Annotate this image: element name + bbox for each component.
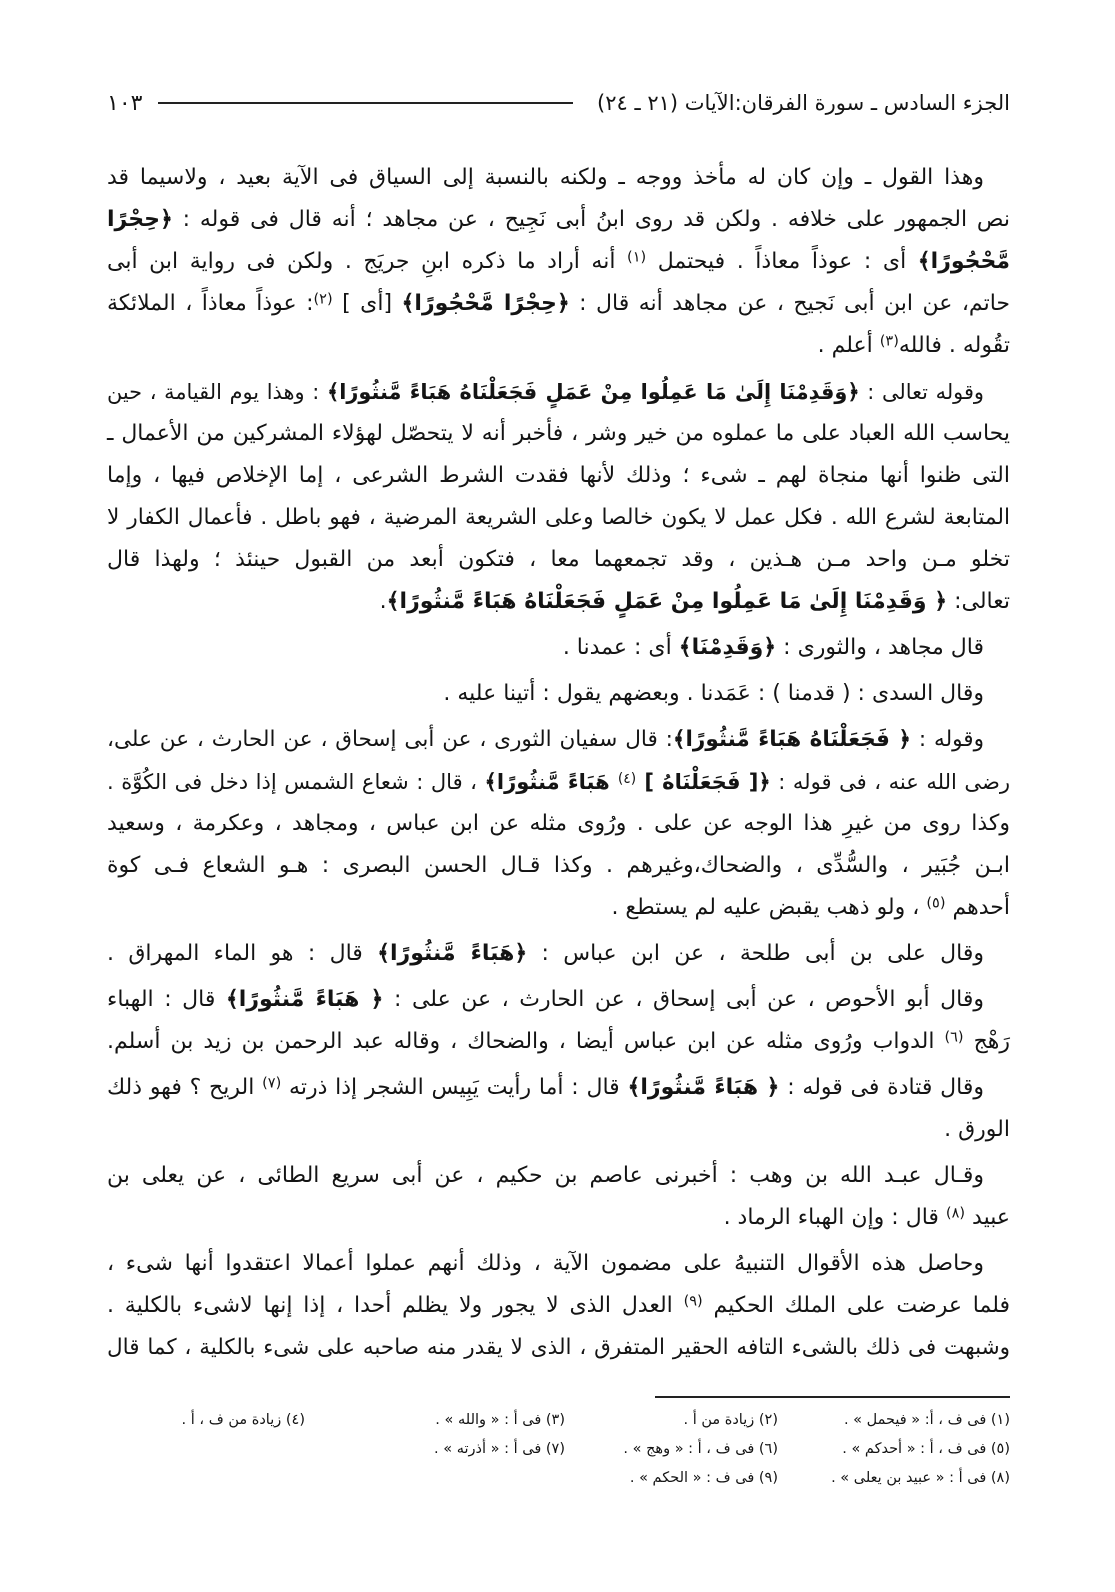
text-line [107,1197,1010,1239]
line-content [107,727,984,752]
quran-verse [387,589,947,614]
text-line [107,455,1010,497]
text-line [107,199,1010,241]
quran-verse [673,727,911,752]
text-run: ابـن جُبَير ، والسُّدِّى ، والضحاك،وغيرهم . وكذا قـال الحسن البصرى : هـو الشعاع فـى كوة [107,853,1010,878]
footnote-marker: (١) [627,249,647,266]
line-content [611,895,1010,920]
text-run: ﴿[ فَجَعَلْنَاهُ ] [636,769,771,794]
footnote: (١) فى ف ، أ: « فيحمل » . [843,1412,1010,1428]
text-run: الريح ؟ فهو ذلك [107,1075,263,1100]
footnote: (٣) فى أ : « والله » . [435,1412,565,1428]
footnote-separator [655,1396,1010,1398]
text-line [107,719,1010,761]
text-line [107,497,1010,539]
paragraph [107,627,1010,669]
text-run: رَهْج [963,1029,1010,1054]
line-content [107,165,984,190]
text-line [107,1243,1010,1285]
line-content [724,1205,1010,1230]
text-run: وقال أبو الأحوص ، عن أبى إسحاق ، عن الحارث ، عن على : [383,987,984,1012]
paragraph [107,719,1010,929]
text-line [107,1327,1010,1369]
text-run: أنه أراد ما ذكره ابنِ جريَج . ولكن فى رواية ابن أبى [107,249,628,274]
text-line [107,581,1010,623]
quran-verse [485,769,771,794]
text-run: ﴿ هَبَاءً مَّنثُورًا﴾ [627,1075,780,1100]
text-run: ﴿هَبَاءً مَّنثُورًا﴾ [377,941,528,966]
text-run: . [379,589,387,614]
text-run: وقال السدى : ( قدمنا ) : عَمَدنا . وبعضهم يقول : أتينا عليه . [443,681,984,706]
text-run: وشبهت فى ذلك بالشىء التافه الحقير المتفرق ، الذى لا يقدر منه صاحبه على شىء بالكلية ، كما قال [107,1335,1010,1360]
footnote-marker: (٥) [926,895,946,912]
quran-verse [918,249,1010,274]
line-content [107,249,1010,274]
line-content [107,1335,1010,1360]
text-run: ﴿وَقَدِمْنَا﴾ [678,635,777,660]
footnote-row [107,1464,1010,1493]
running-header [107,80,1010,126]
text-line [107,283,1010,325]
quran-verse [377,941,527,966]
text-run: قال : وإن الهباء الرماد . [723,1205,946,1230]
text-line [107,803,1010,845]
footnote-marker: (٣) [879,333,899,350]
line-content [107,1163,984,1188]
text-run: مَّحْجُورًا﴾ [917,249,1010,274]
line-content [107,853,1010,878]
text-run: أى : عمدنا . [562,635,679,660]
text-run: قال : الهباء [107,987,226,1012]
quran-verse [627,1075,779,1100]
text-run: وهذا القول ـ وإن كان له مأخذ ووجه ـ ولكنه بالنسبة إلى السياق فى الآية بعيد ، ولاسيما قد [107,165,984,190]
footnote: (٤) زيادة من ف ، أ . [181,1412,305,1428]
text-line [107,933,1010,975]
quran-verse [327,380,860,404]
text-run: قال : هو الماء المهراق . [107,941,378,966]
text-line [107,673,1010,715]
line-content [107,547,1010,572]
line-content [107,1293,1010,1318]
text-run: عبيد [965,1205,1010,1230]
quran-verse [679,635,776,660]
line-content [107,1075,984,1100]
footnote: (٦) فى ف ، أ : « وهج » . [623,1441,778,1457]
footnote: (٨) فى أ : « عبيد بن يعلى » . [831,1470,1010,1486]
paragraph [107,979,1010,1063]
text-run: التى ظنوا أنها منجاة لهم ـ شىء ؛ وذلك لأنها فقدت الشرط الشرعى ، إما الإخلاص فيها ، وإما [107,463,1010,488]
text-run: نص الجمهور على خلافه . ولكن قد روى ابنُ أبى نَجِيح ، عن مجاهد ؛ أنه قال فى قوله : [172,207,1010,232]
line-content [107,207,1010,232]
text-run: ، قال : شعاع الشمس إذا دخل فى الكُوَّة . [107,769,485,794]
footnote: (٢) زيادة من أ . [683,1412,778,1428]
header-title: الجزء السادس ـ سورة الفرقان:الآيات (٢١ ـ ٢٤) [597,91,1010,115]
line-content [107,941,984,966]
footnote-row [107,1406,1010,1435]
text-line [107,325,1010,367]
text-run: المتابعة لشرع الله . فكل عمل لا يكون خالصا وعلى الشريعة المرضية ، فهو باطل . فأعمال الكفار لا [107,505,1010,530]
text-line [107,1285,1010,1327]
paragraph [107,371,1010,623]
line-content [107,380,984,404]
text-run: : عوذاً معاذاً ، الملائكة [107,291,314,316]
paragraph [107,157,1010,367]
header-rule [158,102,573,104]
line-content [107,1251,984,1276]
text-run: ، ولو ذهب يقبض عليه لم يستطع . [611,895,927,920]
text-line [107,627,1010,669]
line-content [107,769,1010,794]
text-run: أى : عوذاً معاذاً . فيحتمل [646,249,918,274]
line-content [107,811,1010,836]
text-line [107,761,1010,803]
quran-verse [226,987,384,1012]
paragraph [107,1067,1010,1151]
text-line [107,413,1010,455]
text-run: يحاسب الله العباد على ما عملوه من خير وشر ، فأخبر أنه لا يتحصّل لهؤلاء المشركين من الأعمال ـ [107,421,1010,446]
text-line [107,887,1010,929]
text-line [107,539,1010,581]
line-content [107,421,1010,446]
quran-verse [107,207,173,232]
paragraph [107,1243,1010,1369]
footnote: (٥) فى ف ، أ : « أحدكم » . [842,1441,1010,1457]
text-run: وقـال عبـد الله بن وهب : أخبرنى عاصم بن حكيم ، عن أبى سريع الطائى ، عن يعلى بن [107,1163,984,1188]
text-run: العدل الذى لا يجور ولا يظلم أحدا ، إذا إنها لاشىء بالكلية . [107,1293,684,1318]
text-run: أعلم . [817,333,880,358]
paragraph [107,1155,1010,1239]
page-number: ١٠٣ [107,90,143,116]
line-content [107,291,1010,316]
text-run: وقال على بن أبى طلحة ، عن ابن عباس : [527,941,985,966]
text-run: [أى ] [332,291,402,316]
line-content [818,333,1010,358]
text-run: ﴿وَقَدِمْنَا إِلَىٰ مَا عَمِلُوا مِنْ عَمَلٍ فَجَعَلْنَاهُ هَبَاءً مَّنثُورًا﴾ [326,380,860,404]
text-run: ﴿ فَجَعَلْنَاهُ هَبَاءً مَّنثُورًا﴾ [672,727,912,752]
line-content [380,589,1010,614]
text-run: : قال سفيان الثورى ، عن أبى إسحاق ، عن الحارث ، عن على، [107,727,673,752]
footnote-marker: (٧) [262,1075,282,1092]
text-line [107,241,1010,283]
text-run: الورق . [944,1117,1010,1142]
text-run: أحدهم [945,895,1010,920]
line-content [107,463,1010,488]
text-run: تخلو مـن واحد مـن هـذين ، وقد تجمعهما معا ، فتكون أبعد من القبول حينئذ ؛ ولهذا قال [107,547,1010,572]
footnotes [107,1406,1010,1493]
paragraph [107,673,1010,715]
text-line [107,371,1010,413]
line-content [563,635,984,660]
text-line [107,845,1010,887]
text-run: ﴿حِجْرًا مَّحْجُورًا﴾ [401,291,570,316]
line-content [944,1117,1010,1142]
footnote-marker: (٢) [313,291,333,308]
text-run: وحاصل هذه الأقوال التنبيهُ على مضمون الآية ، وذلك أنهم عملوا أعمالا اعتقدوا أنها شىء ، [107,1251,984,1276]
footnote: (٧) فى أ : « أذرته » . [434,1441,565,1457]
text-line [107,1109,1010,1151]
line-content [443,681,984,706]
text-line [107,157,1010,199]
text-run: حاتم، عن ابن أبى نَجيح ، عن مجاهد أنه قال : [569,291,1011,316]
text-run: رضى الله عنه ، فى قوله : [770,769,1010,794]
footnote-marker: (٦) [944,1029,964,1046]
text-run: ﴿ وَقَدِمْنَا إِلَىٰ مَا عَمِلُوا مِنْ عَمَلٍ فَجَعَلْنَاهُ هَبَاءً مَّنثُورًا﴾ [386,589,948,614]
footnote-row [107,1435,1010,1464]
text-run: فلما عرضت على الملك الحكيم [702,1293,1010,1318]
text-run: وكذا روى من غيرِ هذا الوجه عن على . ورُوى مثله عن ابن عباس ، ومجاهد ، وعكرمة ، وسعيد [107,811,1010,836]
text-run: وقوله تعالى : [859,380,984,404]
text-run: : وهذا يوم القيامة ، حين [107,380,327,404]
text-run: وقوله : [911,727,985,752]
quran-verse [402,291,570,316]
text-line [107,1067,1010,1109]
line-content [107,1029,1010,1054]
text-run: هَبَاءً مَّنثُورًا﴾ [484,769,618,794]
footnote: (٩) فى ف : « الحكم » . [629,1470,778,1486]
text-line [107,1021,1010,1063]
line-content [107,505,1010,530]
text-line [107,1155,1010,1197]
text-run: تعالى: [947,589,1010,614]
footnote-marker: (٩) [683,1293,703,1310]
line-content [107,987,984,1012]
text-run: قال مجاهد ، والثورى : [776,635,984,660]
text-line [107,979,1010,1021]
text-run: ﴿حِجْرًا [107,207,173,232]
text-run: تقُوله . فالله [898,333,1010,358]
text-run: ﴿ هَبَاءً مَّنثُورًا﴾ [225,987,384,1012]
text-run: الدواب ورُوى مثله عن ابن عباس أيضا ، والضحاك ، وقاله عبد الرحمن بن زيد بن أسلم. [107,1029,945,1054]
body-text [107,157,1010,1373]
text-run: وقال قتادة فى قوله : [779,1075,984,1100]
footnote-marker: (٨) [945,1205,966,1222]
footnote-marker: (٤) [617,770,637,787]
text-run: قال : أما رأيت يَبِيس الشجر إذا ذرته [281,1075,628,1100]
paragraph [107,933,1010,975]
